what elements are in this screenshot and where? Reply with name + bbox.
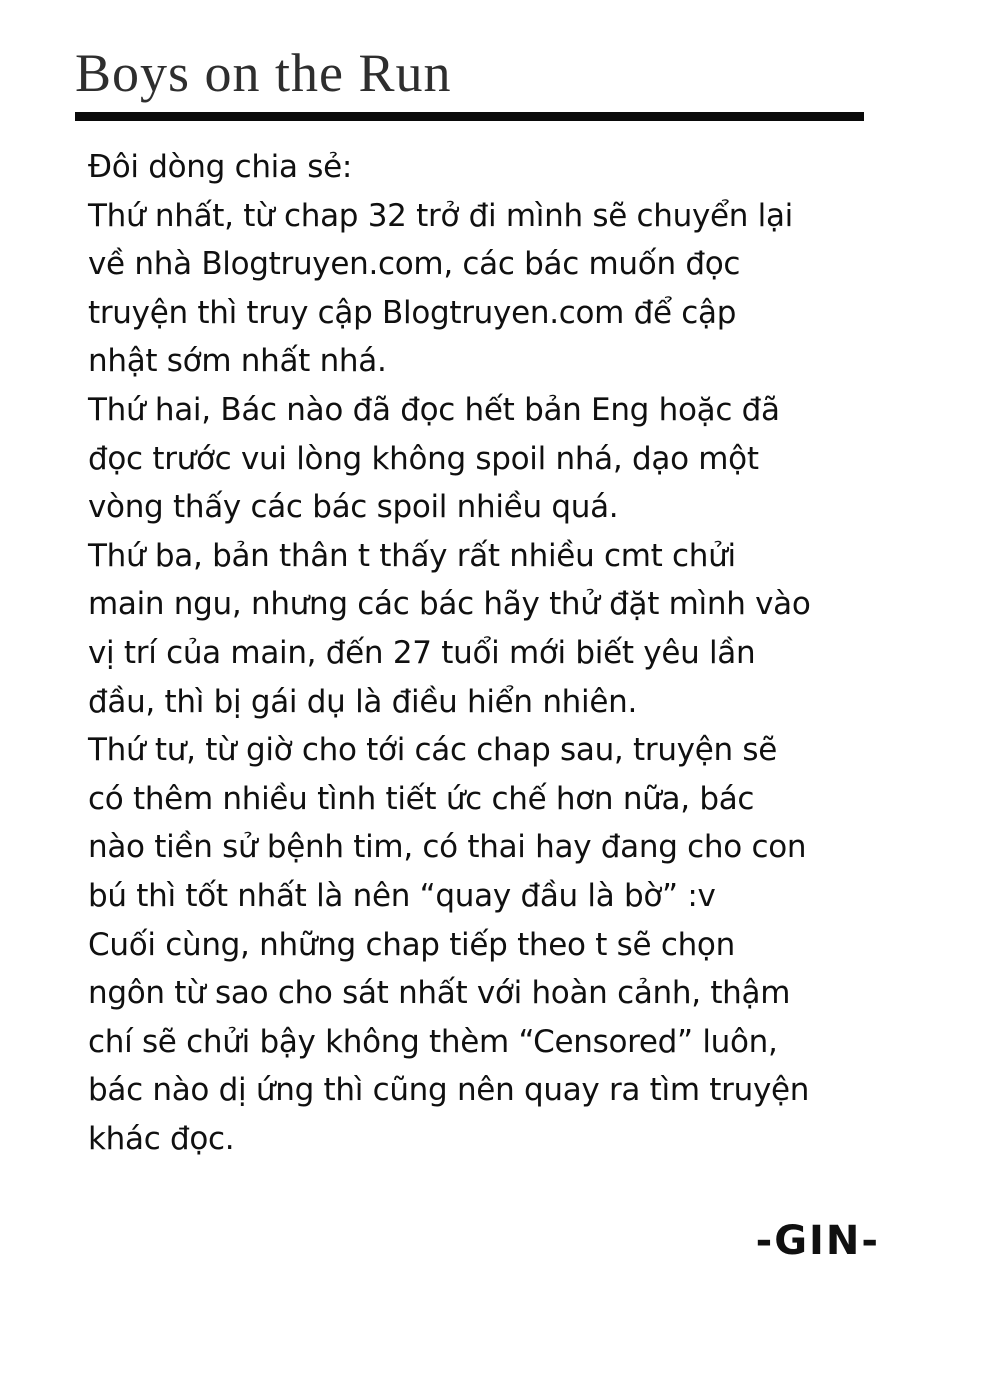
note-line: chí sẽ chửi bậy không thèm “Censored” luôn,	[88, 1023, 778, 1060]
note-line: đọc trước vui lòng không spoil nhá, dạo một	[88, 440, 759, 477]
note-line: ngôn từ sao cho sát nhất với hoàn cảnh, thậm	[88, 975, 791, 1012]
note-line: Đôi dòng chia sẻ:	[88, 149, 353, 185]
note-line: vòng thấy các bác spoil nhiều quá.	[88, 489, 619, 526]
page-title: Boys on the Run	[75, 43, 452, 103]
note-line: Thứ ba, bản thân t thấy rất nhiều cmt chửi	[88, 537, 736, 574]
note-line: Thứ tư, từ giờ cho tới các chap sau, truyện sẽ	[88, 732, 778, 769]
note-line: về nhà Blogtruyen.com, các bác muốn đọc	[88, 246, 741, 283]
note-line: bú thì tốt nhất là nên “quay đầu là bờ” :v	[88, 877, 716, 914]
title-underline	[75, 112, 864, 121]
note-line: đầu, thì bị gái dụ là điều hiển nhiên.	[88, 683, 638, 720]
note-line: Thứ nhất, từ chap 32 trở đi mình sẽ chuyển lại	[88, 197, 793, 234]
note-line: vị trí của main, đến 27 tuổi mới biết yêu lần	[88, 634, 756, 671]
note-line: Cuối cùng, những chap tiếp theo t sẽ chọn	[88, 926, 735, 963]
note-line: nhật sớm nhất nhá.	[88, 343, 387, 380]
signature: -GIN-	[755, 1218, 880, 1264]
translator-note	[88, 143, 918, 1163]
note-line: truyện thì truy cập Blogtruyen.com để cập	[88, 294, 737, 331]
note-line: có thêm nhiều tình tiết ức chế hơn nữa, bác	[88, 780, 755, 817]
note-line: nào tiền sử bệnh tim, có thai hay đang cho con	[88, 829, 807, 866]
note-line: main ngu, nhưng các bác hãy thử đặt mình vào	[88, 586, 811, 623]
note-line: Thứ hai, Bác nào đã đọc hết bản Eng hoặc đã	[88, 391, 780, 428]
note-line: bác nào dị ứng thì cũng nên quay ra tìm truyện	[88, 1072, 810, 1109]
note-line: khác đọc.	[88, 1120, 235, 1157]
